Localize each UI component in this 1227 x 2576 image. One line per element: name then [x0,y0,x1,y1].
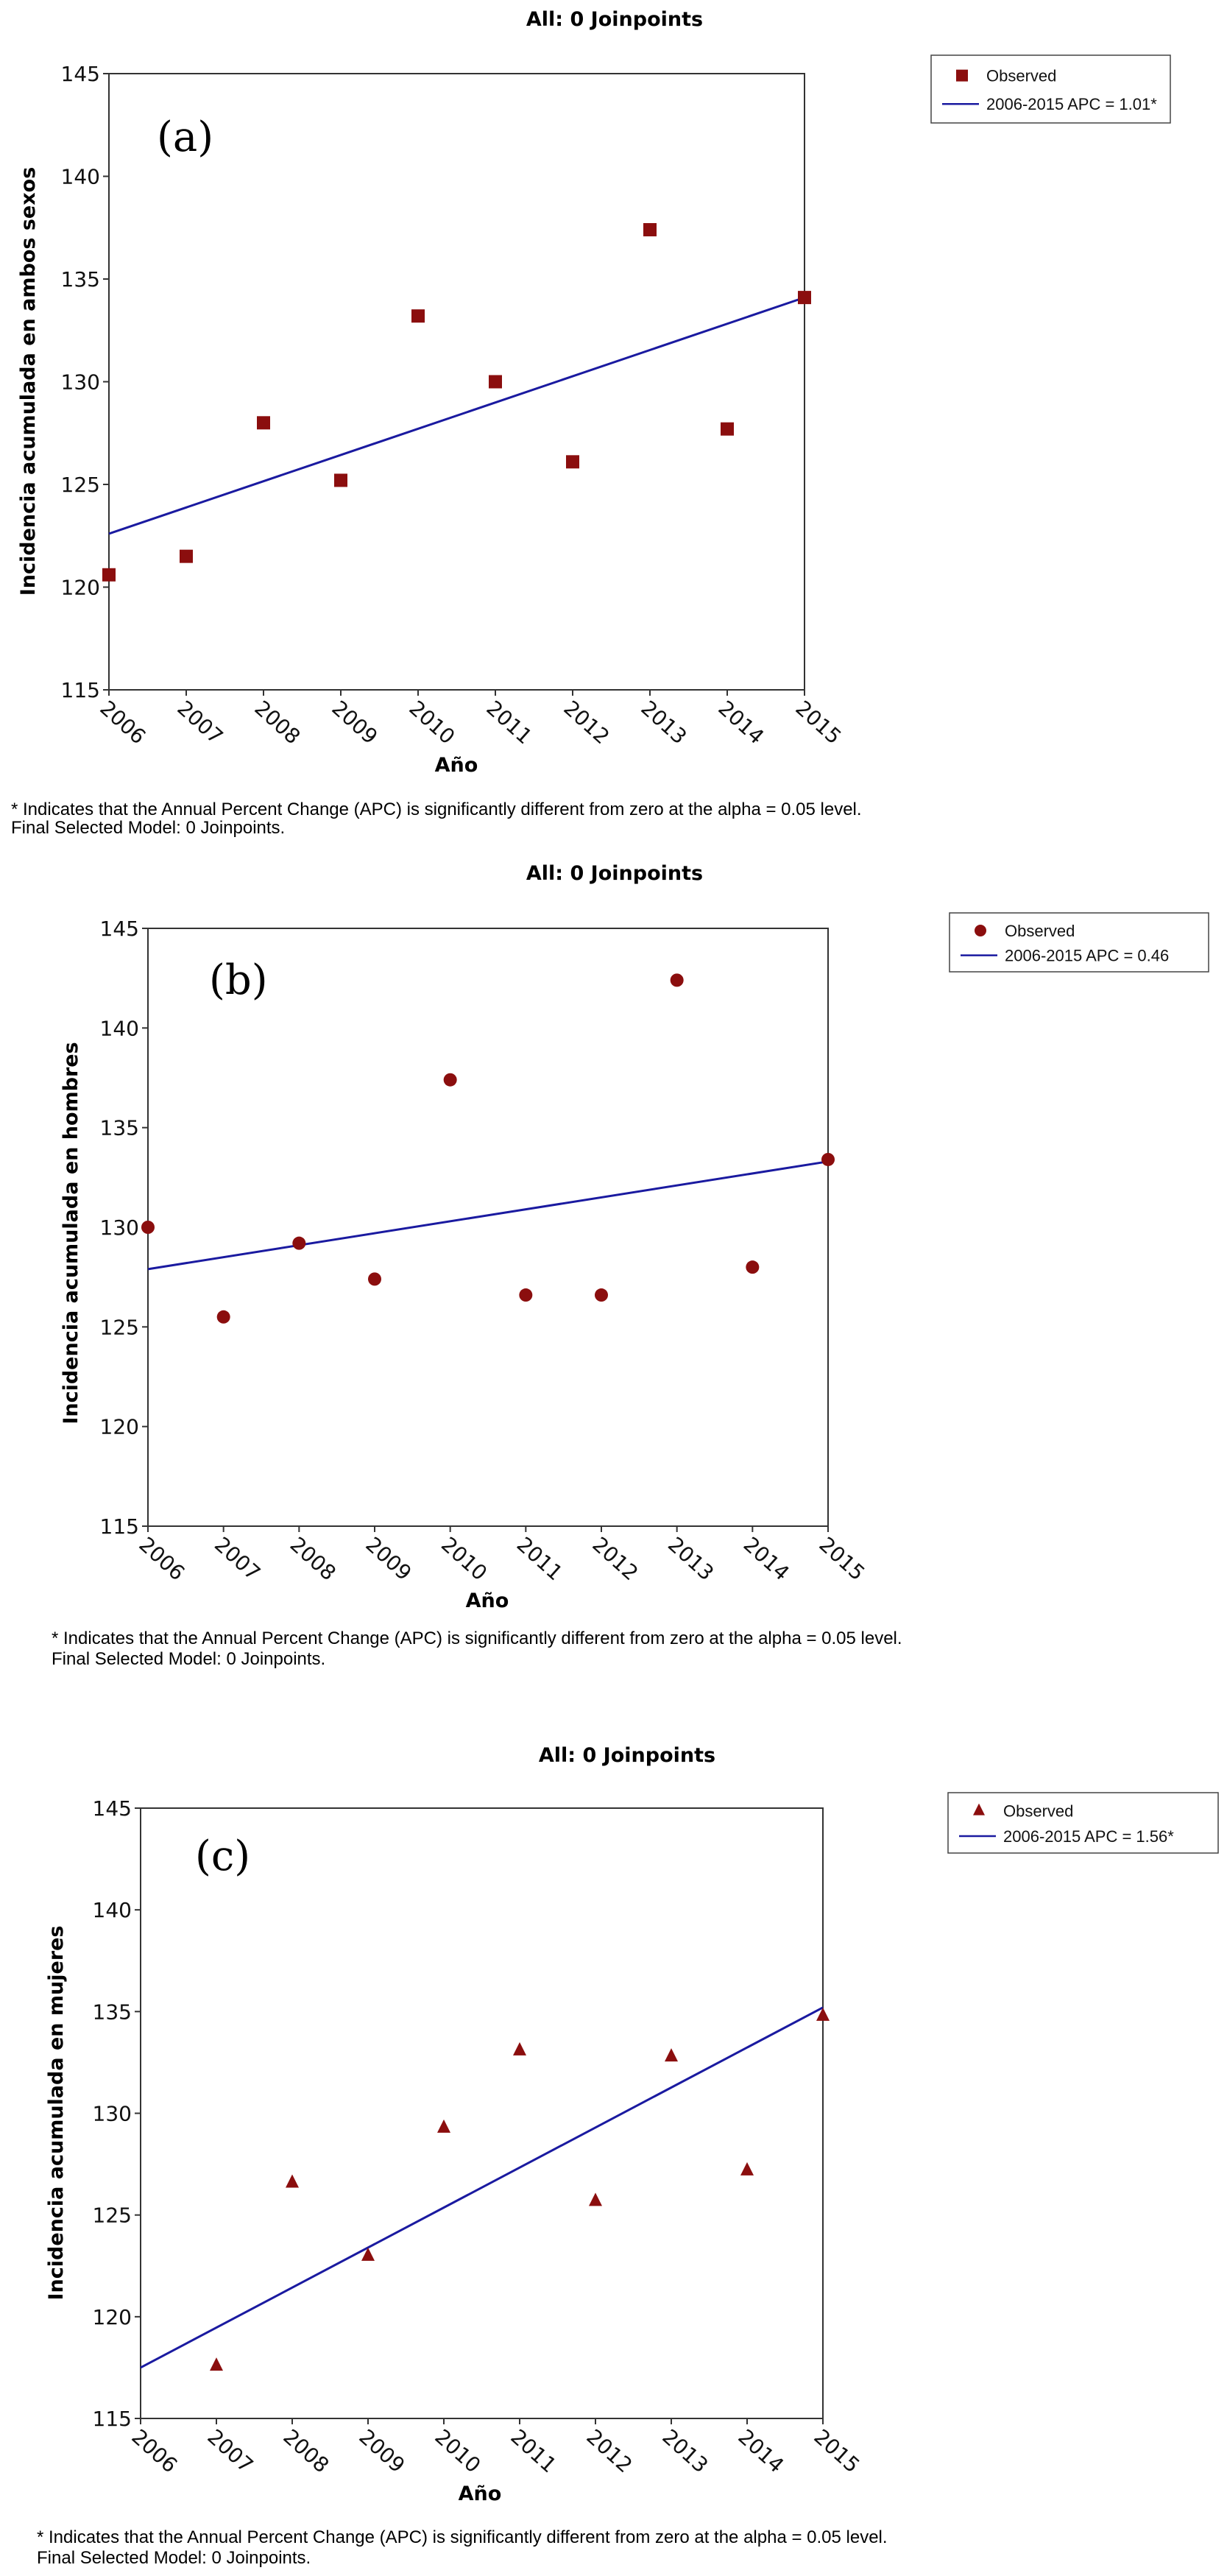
footnote: Final Selected Model: 0 Joinpoints. [37,2548,311,2568]
x-tick-label: 2008 [278,2424,334,2478]
x-tick-label: 2011 [512,1532,567,1586]
observed-point [292,1237,305,1250]
observed-point [821,1153,835,1166]
x-tick-label: 2011 [481,696,537,749]
legend-label-apc: 2006-2015 APC = 0.46 [1005,946,1170,965]
x-tick-label: 2009 [354,2424,410,2478]
x-tick-label: 2006 [127,2424,183,2478]
observed-point [489,375,502,389]
y-tick-label: 120 [99,1414,139,1439]
plot-area [141,1808,823,2418]
x-tick-label: 2013 [657,2424,713,2478]
x-tick-label: 2006 [95,696,151,749]
chart-3 [37,1744,1218,2568]
plot-area [109,74,805,690]
observed-point [643,223,657,236]
footnote: Final Selected Model: 0 Joinpoints. [52,1649,326,1669]
y-tick-label: 120 [92,2304,132,2329]
legend-label-apc: 2006-2015 APC = 1.01* [986,95,1157,114]
y-tick-label: 115 [60,678,100,702]
x-tick-label: 2010 [430,2424,486,2478]
footnote: * Indicates that the Annual Percent Change (APC) is significantly different from zero at the alpha = 0.05 level. [11,800,862,819]
x-tick-label: 2015 [809,2424,865,2478]
x-tick-label: 2007 [172,696,228,749]
y-axis-label: Incidencia acumulada en mujeres [45,1925,68,2301]
y-axis-label: Incidencia acumulada en hombres [60,1042,82,1425]
x-tick-label: 2012 [559,696,615,749]
legend [948,1793,1218,1853]
chart-2 [52,862,1209,1669]
y-tick-label: 130 [92,2101,132,2126]
x-tick-label: 2008 [285,1532,341,1586]
y-tick-label: 135 [92,2000,132,2025]
x-tick-label: 2008 [250,696,305,749]
x-tick-label: 2012 [587,1532,643,1586]
x-tick-label: 2007 [210,1532,266,1586]
y-tick-label: 135 [60,267,100,292]
y-tick-label: 115 [99,1514,139,1539]
x-tick-label: 2012 [581,2424,637,2478]
observed-point [217,1310,230,1324]
observed-point [411,309,425,322]
legend [950,913,1209,972]
observed-point [519,1288,532,1302]
footnote: * Indicates that the Annual Percent Change (APC) is significantly different from zero at the alpha = 0.05 level. [52,1628,902,1648]
legend-label-observed: Observed [1003,1802,1074,1821]
footnote: * Indicates that the Annual Percent Change (APC) is significantly different from zero at the alpha = 0.05 level. [37,2527,888,2547]
panel-label: (c) [195,1832,251,1880]
y-tick-label: 130 [60,370,100,395]
y-tick-label: 125 [60,473,100,497]
y-tick-label: 145 [92,1796,132,1821]
chart-title: All: 0 Joinpoints [526,862,704,885]
chart-title: All: 0 Joinpoints [526,8,704,31]
panel-label: (b) [209,956,268,1004]
y-tick-label: 140 [99,1016,139,1041]
x-tick-label: 2014 [733,2424,789,2478]
y-tick-label: 145 [60,62,100,86]
x-tick-label: 2009 [361,1532,417,1586]
y-tick-label: 140 [92,1898,132,1923]
observed-point [671,973,684,987]
chart-title: All: 0 Joinpoints [538,1744,716,1767]
legend [931,55,1170,123]
legend-label-observed: Observed [986,66,1057,85]
panel-label: (a) [157,113,214,161]
legend-label-apc: 2006-2015 APC = 1.56* [1003,1827,1174,1846]
observed-point [444,1073,457,1087]
x-tick-label: 2007 [202,2424,258,2478]
plot-area [148,928,828,1526]
x-tick-label: 2013 [663,1532,719,1586]
observed-point [798,291,811,304]
y-tick-label: 115 [92,2407,132,2431]
observed-point [180,550,193,563]
x-axis-label: Año [458,2483,502,2505]
observed-point [102,568,116,582]
y-tick-label: 140 [60,164,100,189]
observed-point [595,1288,608,1302]
observed-point [334,473,347,487]
x-tick-label: 2015 [791,696,846,749]
x-tick-label: 2015 [814,1532,870,1586]
chart-1 [11,8,1170,838]
x-axis-label: Año [465,1589,509,1612]
x-tick-label: 2010 [404,696,460,749]
observed-point [721,423,734,436]
x-tick-label: 2011 [506,2424,562,2478]
y-tick-label: 120 [60,575,100,600]
y-tick-label: 125 [92,2203,132,2228]
y-axis-label: Incidencia acumulada en ambos sexos [17,166,40,596]
x-tick-label: 2009 [327,696,383,749]
y-tick-label: 145 [99,917,139,941]
footnote: Final Selected Model: 0 Joinpoints. [11,818,286,838]
observed-point [368,1272,381,1285]
x-tick-label: 2014 [713,696,769,749]
y-tick-label: 125 [99,1315,139,1340]
y-tick-label: 130 [99,1215,139,1240]
observed-point [746,1260,759,1274]
x-tick-label: 2010 [436,1532,492,1586]
observed-point [975,925,986,936]
observed-point [257,416,270,429]
legend-label-observed: Observed [1005,922,1075,940]
observed-point [141,1221,155,1234]
observed-point [956,70,968,82]
x-tick-label: 2014 [738,1532,794,1586]
x-tick-label: 2013 [636,696,692,749]
x-tick-label: 2006 [134,1532,190,1586]
x-axis-label: Año [434,754,478,777]
observed-point [566,455,579,468]
y-tick-label: 135 [99,1115,139,1140]
